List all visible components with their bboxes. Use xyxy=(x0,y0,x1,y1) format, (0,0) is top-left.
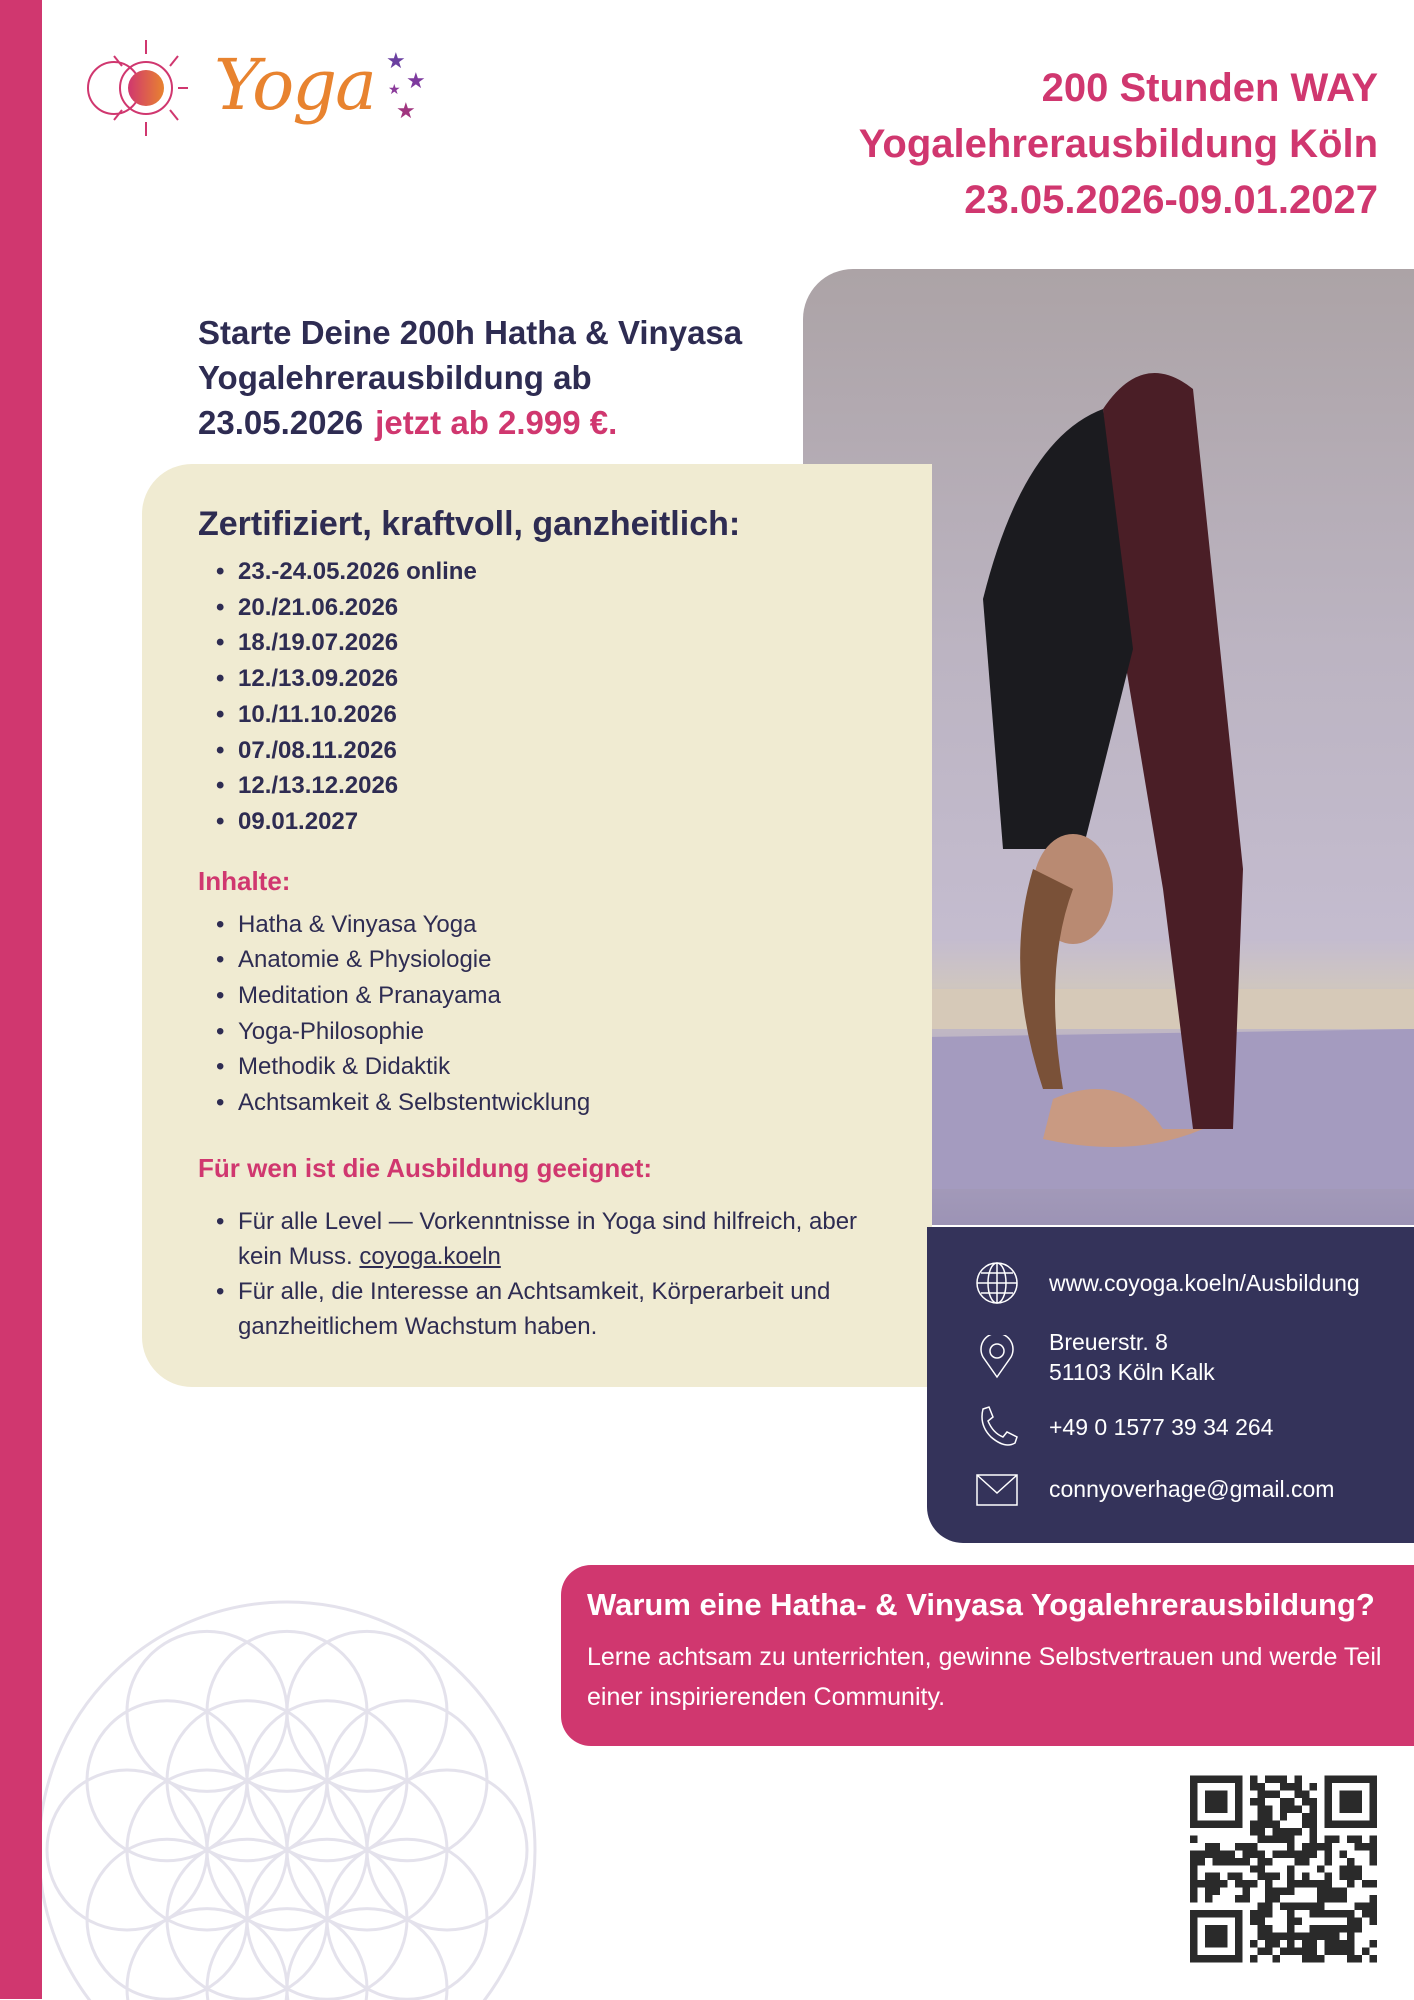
intro-text xyxy=(198,310,742,445)
svg-text:★: ★ xyxy=(388,81,401,97)
date-item: • 10./11.10.2026 xyxy=(216,697,898,733)
title-line: 200 Stunden WAY xyxy=(1041,66,1378,110)
audience-item: • Für alle, die Interesse an Achtsamkeit, Körperarbeit und ganzheitlichem Wachstum haben. xyxy=(216,1274,898,1344)
audience-list xyxy=(216,1204,898,1344)
start-date: 23.05.2026 xyxy=(198,404,364,441)
flower-of-life-decoration xyxy=(42,1380,542,2000)
content-item: • Yoga-Philosophie xyxy=(216,1014,898,1050)
contents-heading: Inhalte: xyxy=(198,865,291,896)
dates-list xyxy=(216,554,898,840)
stars-icon xyxy=(384,46,434,136)
phone-text[interactable]: +49 0 1577 39 34 264 xyxy=(1049,1414,1274,1440)
contact-address xyxy=(975,1327,1215,1387)
location-pin-icon xyxy=(975,1335,1019,1379)
date-item: • 07./08.11.2026 xyxy=(216,733,898,769)
contact-email[interactable] xyxy=(975,1467,1334,1511)
email-text[interactable]: connyoverhage@gmail.com xyxy=(1049,1476,1335,1502)
side-accent-bar xyxy=(0,0,42,1999)
contact-phone[interactable] xyxy=(975,1405,1273,1449)
cta-banner xyxy=(561,1565,1414,1746)
website-link[interactable]: coyoga.koeln xyxy=(359,1242,501,1270)
intro-line: Yogalehrerausbildung ab xyxy=(198,359,592,396)
content-item: • Methodik & Didaktik xyxy=(216,1049,898,1085)
address-street: Breuerstr. 8 xyxy=(1049,1329,1168,1355)
title-dates: 23.05.2026-09.01.2027 xyxy=(964,178,1378,222)
content-item: • Anatomie & Physiologie xyxy=(216,942,898,978)
website-text[interactable]: www.coyoga.koeln/Ausbildung xyxy=(1049,1270,1360,1296)
contact-panel xyxy=(927,1227,1414,1543)
section-heading: Zertifiziert, kraftvoll, ganzheitlich: xyxy=(198,505,741,543)
date-item: • 20./21.06.2026 xyxy=(216,590,898,626)
info-content xyxy=(198,505,898,1344)
intro-line: Starte Deine 200h Hatha & Vinyasa xyxy=(198,314,743,351)
svg-text:★: ★ xyxy=(406,68,426,93)
logo xyxy=(74,36,434,146)
date-item: • 23.-24.05.2026 online xyxy=(216,554,898,590)
date-item: • 18./19.07.2026 xyxy=(216,625,898,661)
address-city: 51103 Köln Kalk xyxy=(1049,1359,1215,1385)
audience-item xyxy=(216,1204,898,1274)
title-line: Yogalehrerausbildung Köln xyxy=(858,122,1378,166)
logo-text: Yoga xyxy=(214,44,375,126)
svg-text:★: ★ xyxy=(386,48,406,73)
mail-icon xyxy=(975,1467,1019,1511)
contact-website[interactable] xyxy=(975,1261,1360,1305)
globe-icon xyxy=(975,1261,1019,1305)
phone-icon xyxy=(975,1405,1019,1449)
content-item: • Meditation & Pranayama xyxy=(216,978,898,1014)
page-title xyxy=(859,60,1378,228)
date-item: • 12./13.09.2026 xyxy=(216,661,898,697)
sun-logo-icon xyxy=(74,36,214,146)
audience-heading: Für wen ist die Ausbildung geeignet: xyxy=(198,1152,653,1183)
content-item: • Hatha & Vinyasa Yoga xyxy=(216,907,898,943)
qr-code[interactable] xyxy=(1190,1775,1377,1963)
svg-text:★: ★ xyxy=(396,98,416,123)
date-item: • 12./13.12.2026 xyxy=(216,768,898,804)
cta-title: Warum eine Hatha- & Vinyasa Yogalehrerausbildung? xyxy=(587,1587,1375,1622)
cta-text: Lerne achtsam zu unterrichten, gewinne Selbstvertrauen und werde Teil einer inspirierenden Community. xyxy=(587,1643,1382,1711)
contents-list xyxy=(216,907,898,1121)
audience-text: Für alle Level — Vorkenntnisse in Yoga sind hilfreich, aber kein Muss. xyxy=(238,1207,858,1270)
price: jetzt ab 2.999 €. xyxy=(375,404,618,441)
content-item: • Achtsamkeit & Selbstentwicklung xyxy=(216,1085,898,1121)
date-item: • 09.01.2027 xyxy=(216,804,898,840)
